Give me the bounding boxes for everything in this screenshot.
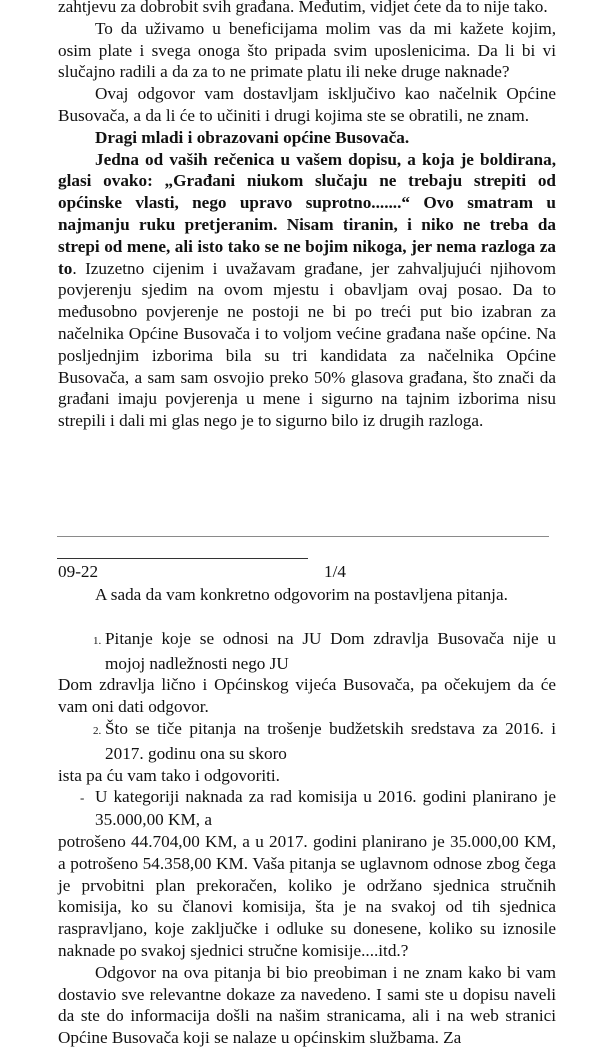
paragraph-quote-response xyxy=(58,149,556,432)
list-item-2 xyxy=(58,718,556,765)
letter-body-answers xyxy=(58,584,556,1049)
list-item-1 xyxy=(58,628,556,675)
spacer xyxy=(58,606,556,628)
dash-marker: - xyxy=(80,790,85,806)
letter-body-top xyxy=(58,0,556,432)
paragraph-benefits: To da uživamo u beneficijama molim vas da mi kažete kojim, osim plate i svega onoga što pripada svim uposlenicima. Da li bi vi slučajno radili a da za to ne primate platu ili neke druge naknade? xyxy=(58,18,556,82)
page-footer xyxy=(58,561,558,583)
bold-quote-text: Jedna od vaših rečenica u vašem dopisu, a koja je boldirana, glasi ovako: „Građani niukom slučaju ne trebaju strepiti od općinske vlasti, nego upravo suprotno.......“ Ovo smatram u najmanju ruku pretjeranim. Nisam tiranin, i niko ne treba da strepi od mene, ali isto tako se ne bojim nikoga, jer nema razloga za to xyxy=(58,149,556,278)
document-code: 09-22 xyxy=(58,562,99,581)
paragraph-response-note: Ovaj odgovor vam dostavljam isključivo kao načelnik Općine Busovača, a da li će to učiniti i drugi kojima ste se obratili, ne znam. xyxy=(58,84,556,125)
footnote-separator xyxy=(57,558,308,559)
list-item-3 xyxy=(58,786,556,831)
list-item-continuation: potrošeno 44.704,00 KM, a u 2017. godini planirano je 35.000,00 KM, a potrošeno 54.358,00 KM. Vaša pitanja se uglavnom odnose zbog čega je prvobitni plan prekoračen, koliko je održano sjednica stručnih komisija, ko su članovi komisija, šta je na svakoj od tih sjednica raspravljano, koje zaključke i odluke su donesene, koliko su iznosile naknade po svakoj sjednici stručne komisije....itd.? xyxy=(58,831,556,960)
list-item-text: Što se tiče pitanja na trošenje budžetskih sredstava za 2016. i 2017. godinu ona su skoro xyxy=(105,718,556,763)
list-marker: 1. xyxy=(93,634,102,647)
horizontal-rule xyxy=(57,536,549,537)
list-item-continuation: ista pa ću vam tako i odgovoriti. xyxy=(58,765,280,785)
list-marker: 2. xyxy=(93,724,102,737)
page-number: 1/4 xyxy=(324,562,346,581)
regular-text: . Izuzetno cijenim i uvažavam građane, jer zahvaljujući njihovom povjerenju sjedim na ovom mjestu i obavljam ovaj posao. Da to međusobno povjerenje ne postoji ne bi po treći put bio izabran za načelnika Općine Busovača i to voljom većine građana naše općine. Na posljednjim izborima bila su tri kandidata za načelnika Općine Busovača, a sam sam osvojio preko 50% glasova građana, što znači da građani imaju povjerenja u mene i sigurno na tajnim izborima nisu strepili i dali mi glas nego je to sigurno bilo iz drugih razloga. xyxy=(58,258,556,431)
salutation: Dragi mladi i obrazovani općine Busovača. xyxy=(95,127,410,147)
list-item-text: Pitanje koje se odnosi na JU Dom zdravlja Busovača nije u mojoj nadležnosti nego JU xyxy=(105,628,556,673)
paragraph-continuation: zahtjevu za dobrobit svih građana. Međutim, vidjet ćete da to nije tako. xyxy=(58,0,548,16)
paragraph-closing: Odgovor na ova pitanja bi bio preobiman i ne znam kako bi vam dostavio sve relevantne dokaze za navedeno. I sami ste u dopisu naveli da ste do informacija došli na našim stranicama, ali i na web stranici Općine Busovača koji se nalaze u općinskim službama. Za xyxy=(58,962,556,1048)
list-item-text: U kategoriji naknada za rad komisija u 2016. godini planirano je 35.000,00 KM, a xyxy=(95,787,556,830)
answers-intro: A sada da vam konkretno odgovorim na postavljena pitanja. xyxy=(95,585,508,604)
list-item-continuation: Dom zdravlja lično i Općinskog vijeća Busovača, pa očekujem da će vam oni dati odgovor. xyxy=(58,675,556,717)
